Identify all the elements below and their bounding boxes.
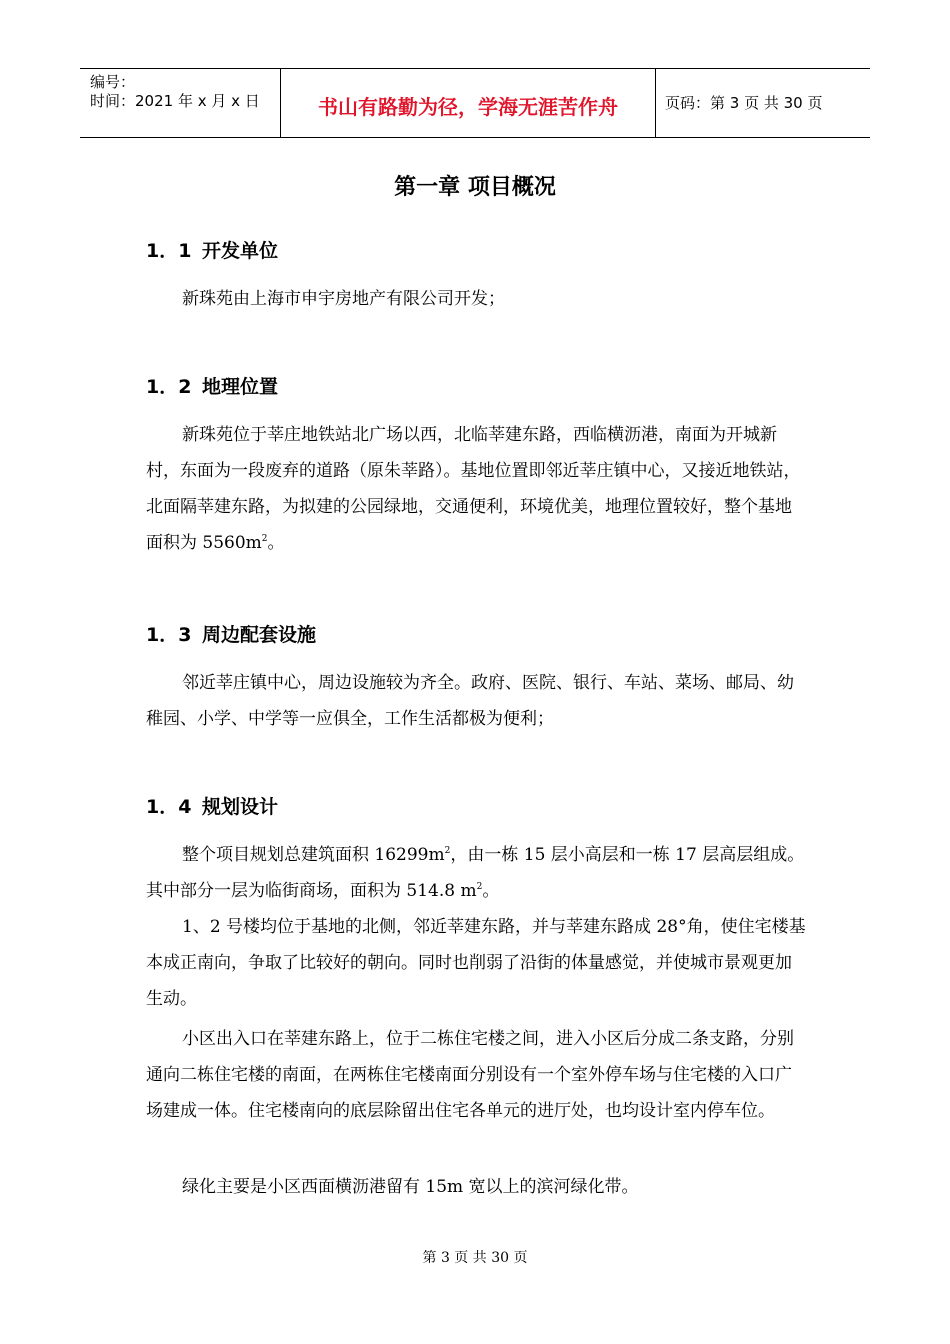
- header-page-cell: [655, 69, 870, 137]
- section-number: 1．3: [146, 624, 192, 646]
- paragraph-text: 。: [267, 533, 285, 553]
- paragraph-text: 整个项目规划总建筑面积 16299m: [182, 845, 445, 865]
- paragraph-greening: 绿化主要是小区西面横沥港留有 15m 宽以上的滨河绿化带。: [182, 1177, 639, 1197]
- section-heading-1-2: [146, 372, 278, 399]
- superscript: 2: [444, 846, 451, 856]
- header-meta-cell: [80, 69, 280, 137]
- superscript: 2: [476, 882, 483, 892]
- section-heading-1-3: [146, 620, 316, 647]
- section-heading-1-4: [146, 792, 278, 819]
- document-number-label: 编号：: [90, 73, 136, 91]
- chapter-title: 第一章 项目概况: [394, 175, 556, 200]
- paragraph-location: [146, 417, 806, 561]
- section-number: 1．1: [146, 240, 192, 262]
- header-motto-cell: [280, 69, 656, 137]
- paragraph-planning-area: [146, 837, 806, 909]
- section-number: 1．4: [146, 796, 192, 818]
- header-page-info: 页码：第 3 页 共 30 页: [665, 94, 823, 112]
- page-footer: 第 3 页 共 30 页: [422, 1250, 528, 1266]
- paragraph-text: ，由一栋 15 层小高层和一栋 17 层高层组成。其中部分一层为临街商场，面积为 514.8 m: [146, 845, 805, 901]
- paragraph-facilities: 邻近莘庄镇中心，周边设施较为齐全。政府、医院、银行、车站、菜场、邮局、幼稚园、小学、中学等一应俱全，工作生活都极为便利；: [146, 673, 794, 729]
- section-title: 周边配套设施: [202, 624, 317, 646]
- document-time-label: 时间：2021 年 x 月 x 日: [90, 92, 260, 110]
- section-title: 规划设计: [202, 796, 279, 818]
- section-title: 开发单位: [202, 240, 279, 262]
- section-number: 1．2: [146, 376, 192, 398]
- paragraph-text: 。: [482, 881, 500, 901]
- paragraph-building-orientation: 1、2 号楼均位于基地的北侧，邻近莘建东路，并与莘建东路成 28°角，使住宅楼基本成正南向，争取了比较好的朝向。同时也削弱了沿街的体量感觉，并使城市景观更加生动。: [146, 917, 806, 1009]
- paragraph-entrance: 小区出入口在莘建东路上，位于二栋住宅楼之间，进入小区后分成二条支路，分别通向二栋住宅楼的南面，在两栋住宅楼南面分别设有一个室外停车场与住宅楼的入口广场建成一体。住宅楼南向的底层除留出住宅各单元的进厅处，也均设计室内停车位。: [146, 1029, 794, 1121]
- paragraph-text: 新珠苑位于莘庄地铁站北广场以西，北临莘建东路，西临横沥港，南面为开城新村，东面为一段废弃的道路（原朱莘路）。基地位置即邻近莘庄镇中心，又接近地铁站，北面隔莘建东路，为拟建的公园绿地，交通便利，环境优美，地理位置较好，整个基地面积为 5560m: [146, 425, 801, 553]
- superscript: 2: [261, 534, 268, 544]
- section-heading-1-1: [146, 236, 278, 263]
- section-title: 地理位置: [202, 376, 279, 398]
- page-header: [80, 68, 870, 138]
- paragraph-developer: 新珠苑由上海市申宇房地产有限公司开发；: [182, 289, 505, 309]
- header-motto: 书山有路勤为径，学海无涯苦作舟: [318, 95, 618, 119]
